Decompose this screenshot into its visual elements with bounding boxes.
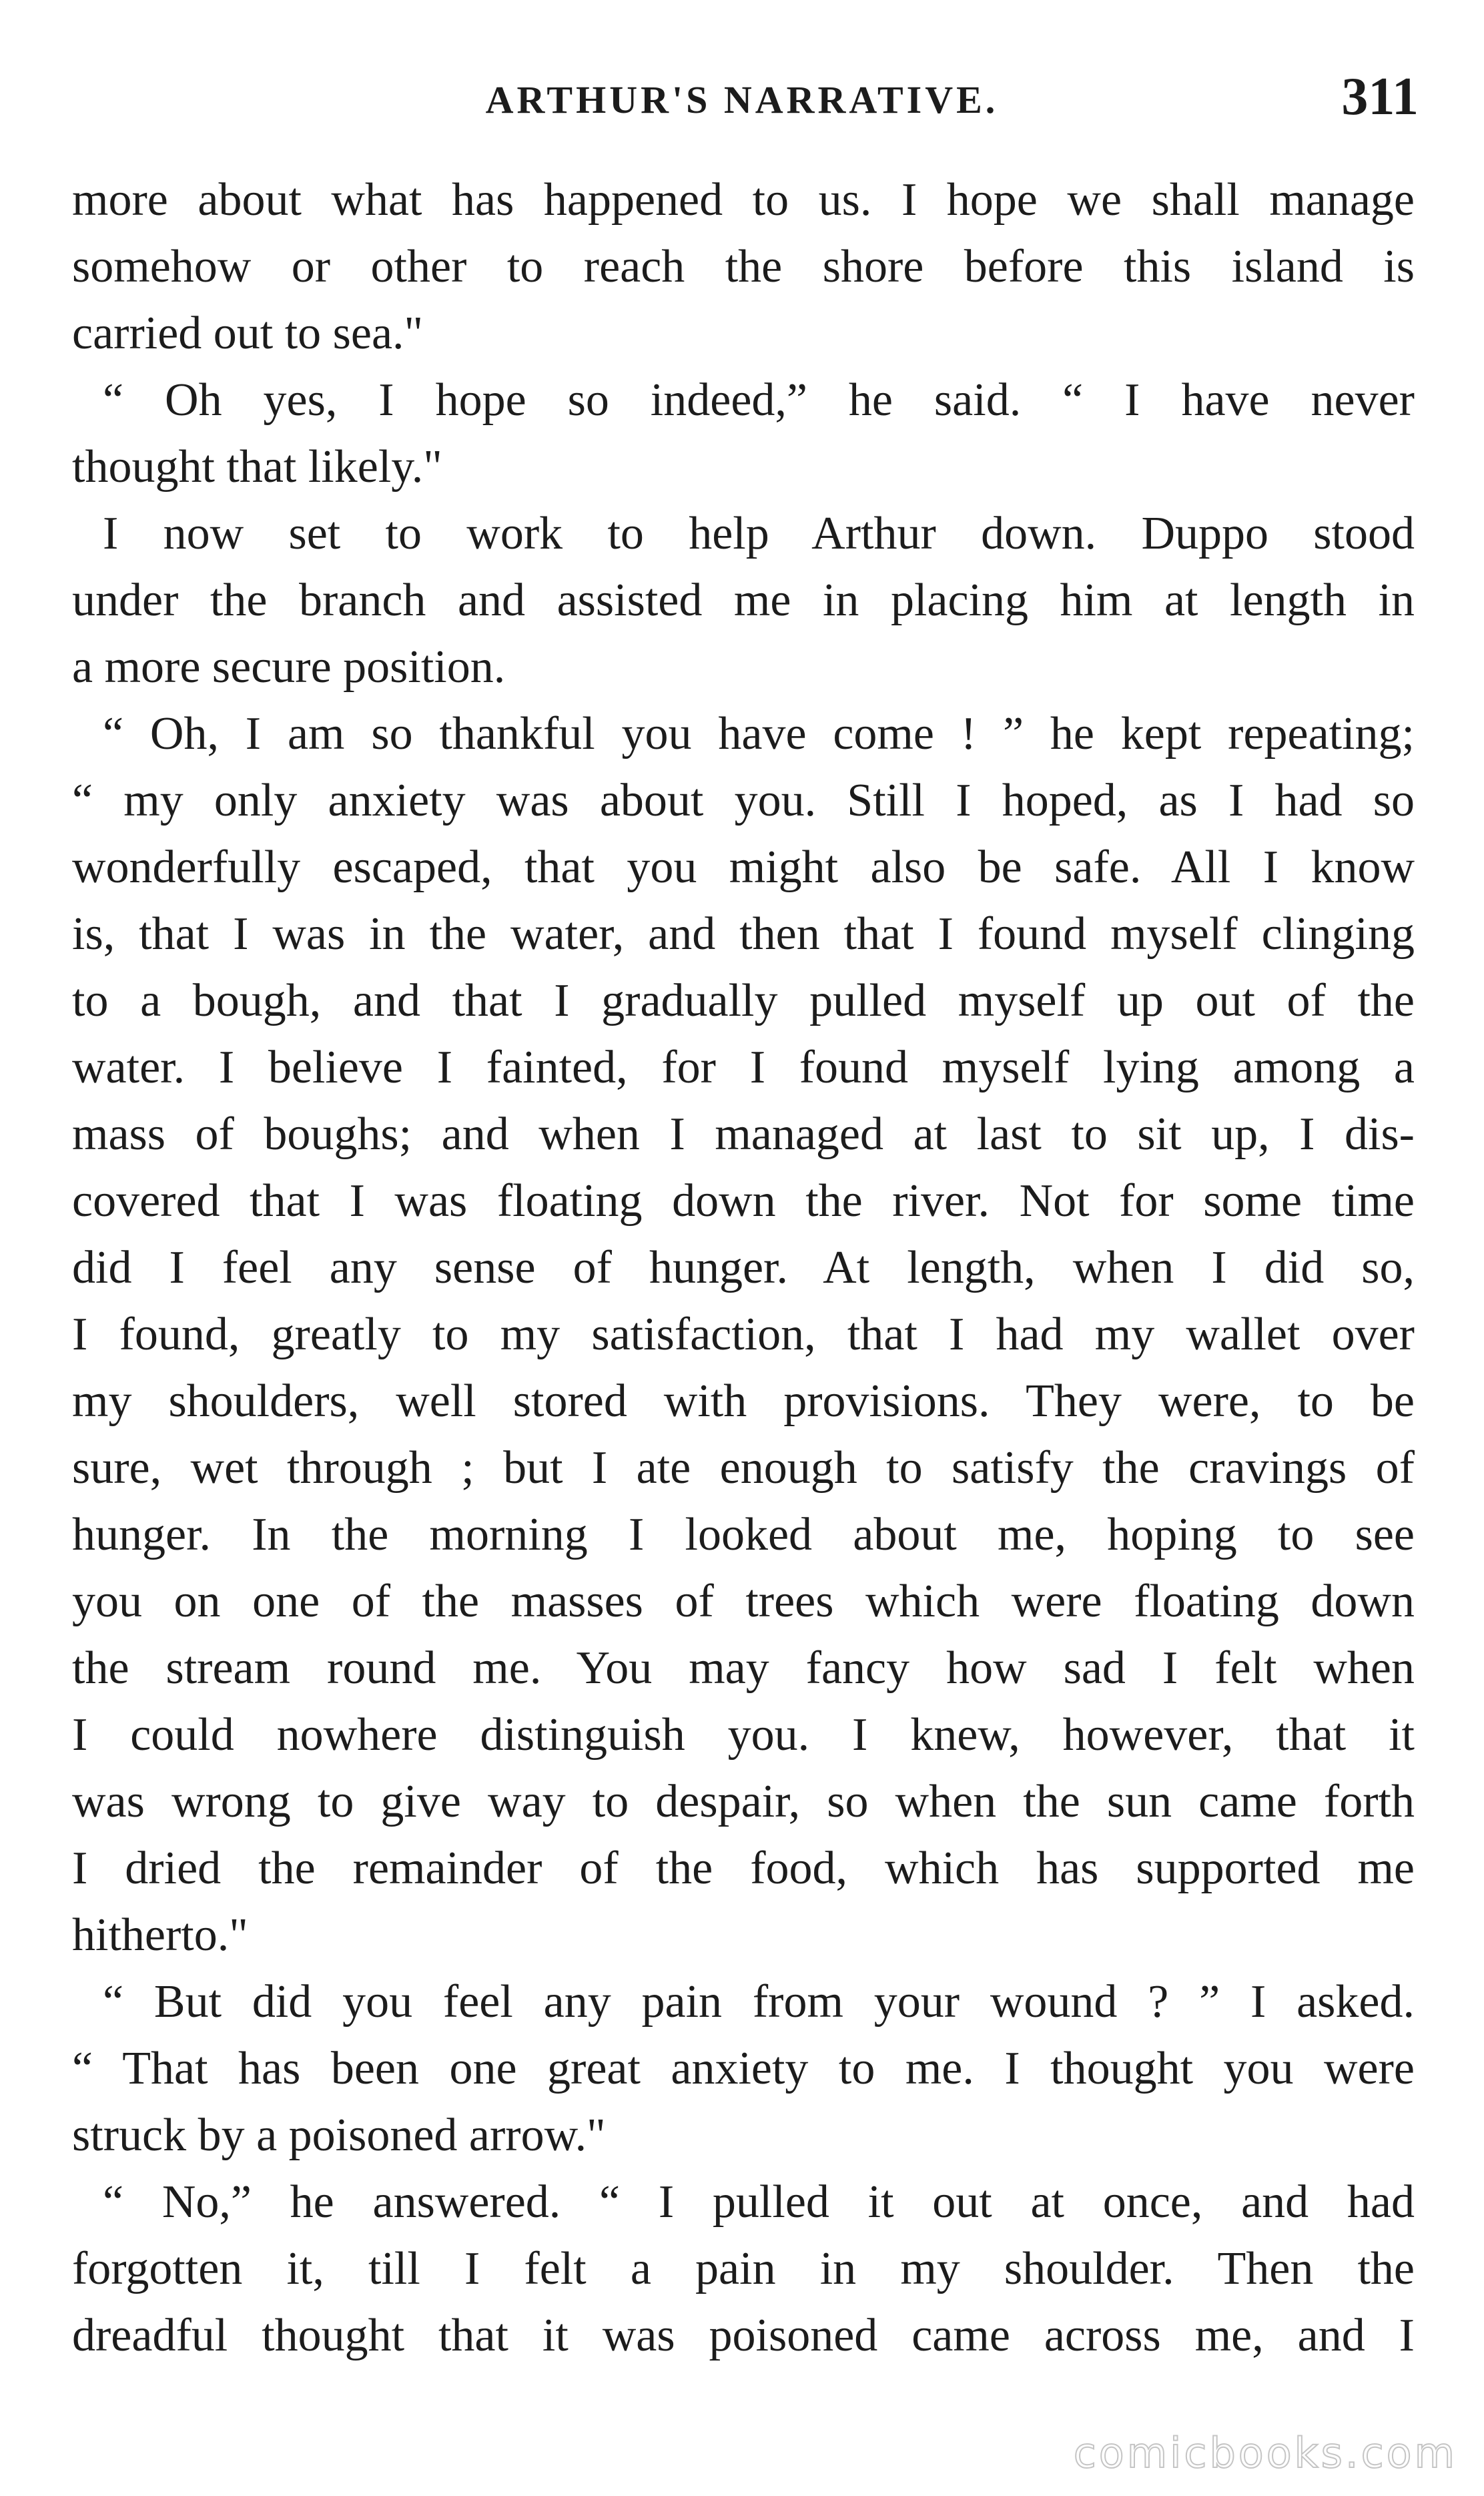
text-line: more about what has happened to us. I hope we shall manage (72, 174, 1415, 226)
body-text (72, 167, 1415, 2369)
text-line: “ Oh yes, I hope so indeed,” he said. “ I have never (103, 374, 1415, 426)
text-line: my shoulders, well stored with provisions. They were, to be (72, 1375, 1415, 1427)
text-line: wonderfully escaped, that you might also be safe. All I know (72, 842, 1415, 893)
text-line: carried out to sea." (72, 308, 424, 359)
text-line: “ No,” he answered. “ I pulled it out at once, and had (103, 2176, 1415, 2228)
text-line: was wrong to give way to despair, so when the sun came forth (72, 1776, 1415, 1827)
text-line: forgotten it, till I felt a pain in my shoulder. Then the (72, 2243, 1415, 2294)
text-line: did I feel any sense of hunger. At length, when I did so, (72, 1242, 1415, 1293)
text-line: I dried the remainder of the food, which has supported me (72, 1843, 1415, 1894)
text-line: sure, wet through ; but I ate enough to satisfy the cravings of (72, 1442, 1415, 1494)
watermark: comicbooks.com (1073, 2429, 1457, 2477)
running-head (0, 67, 1484, 140)
text-line: dreadful thought that it was poisoned came across me, and I (72, 2310, 1415, 2361)
text-line: “ But did you feel any pain from your wound ? ” I asked. (103, 1976, 1415, 2027)
text-line: “ my only anxiety was about you. Still I hoped, as I had so (72, 775, 1415, 826)
text-line: somehow or other to reach the shore before this island is (72, 241, 1415, 292)
text-line: to a bough, and that I gradually pulled myself up out of the (72, 975, 1415, 1026)
text-line: covered that I was floating down the river. Not for some time (72, 1175, 1415, 1227)
text-line: I could nowhere distinguish you. I knew, however, that it (72, 1709, 1415, 1761)
text-line: thought that likely." (72, 441, 442, 493)
text-line: hitherto." (72, 1909, 248, 1961)
text-line: under the branch and assisted me in placing him at length in (72, 575, 1415, 626)
text-line: water. I believe I fainted, for I found myself lying among a (72, 1042, 1415, 1093)
running-title: ARTHUR'S NARRATIVE. (485, 78, 999, 121)
text-line: I now set to work to help Arthur down. Duppo stood (103, 508, 1415, 559)
text-line: “ That has been one great anxiety to me. I thought you were (72, 2043, 1415, 2094)
text-line: the stream round me. You may fancy how sad I felt when (72, 1642, 1415, 1694)
text-line: I found, greatly to my satisfaction, that I had my wallet over (72, 1309, 1415, 1360)
text-line: a more secure position. (72, 641, 506, 693)
text-line: “ Oh, I am so thankful you have come ! ” he kept repeating; (103, 708, 1415, 759)
text-line: you on one of the masses of trees which were floating down (72, 1576, 1415, 1627)
page-number: 311 (1341, 67, 1419, 126)
text-line: struck by a poisoned arrow." (72, 2110, 606, 2161)
text-line: hunger. In the morning I looked about me, hoping to see (72, 1509, 1415, 1560)
text-line: is, that I was in the water, and then that I found myself clinging (72, 908, 1415, 960)
text-line: mass of boughs; and when I managed at last to sit up, I dis- (72, 1109, 1415, 1160)
